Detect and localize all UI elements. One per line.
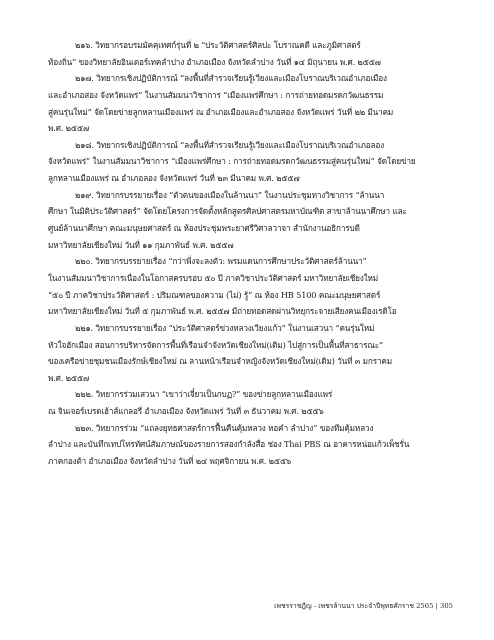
- list-item: [48, 187, 450, 254]
- entry-line: ของเครือข่ายชุมชนเมืองรักษ์เชียงใหม่ ณ ลานหน้าเรือนจำหญิงจังหวัดเชียงใหม่(เดิม) วันที่ ๓ มกราคม: [48, 356, 393, 367]
- list-item: [48, 320, 450, 387]
- entry-line: ในงานสัมมนาวิชาการเนื่องในโอกาสครบรอบ ๕๐ ปี ภาควิชาประวัติศาสตร์ มหาวิทยาลัยเชียงใหม่: [48, 272, 379, 283]
- entry-line: พ.ศ. ๒๕๕๗: [48, 372, 89, 383]
- entry-line: มหาวิทยาลัยเชียงใหม่ วันที่ ๕ กุมภาพันธ์ พ.ศ. ๒๕๕๗ มีถ่ายทอดสดผ่านวิทยุกระจายเสียงคนเมืองเรดิโอ: [48, 306, 397, 317]
- list-item: [48, 37, 450, 70]
- entry-list: [48, 37, 450, 470]
- entry-first-line: ๒๑๖. วิทยากรอบรมมัคคุเทศก์รุ่นที่ ๒ “ประวัติศาสตร์ศิลปะ โบราณคดี และภูมิศาสตร์: [75, 40, 361, 50]
- list-item: [48, 70, 450, 137]
- entry-first-line: ๒๒๑. วิทยากรบรรยายเรื่อง “ประวัติศาสตร์ข่วงหลวงเวียงแก้ว” ในงานเสวนา “คนรุ่นใหม่: [75, 322, 375, 333]
- entry-line: ลูกหลานเมืองแพร่ ณ อำเภอลอง จังหวัดแพร่ วันที่ ๒๓ มีนาคม พ.ศ. ๒๕๕๗: [48, 173, 300, 184]
- entry-line: พ.ศ. ๒๕๕๗: [48, 123, 89, 134]
- list-item: [48, 386, 450, 419]
- entry-line: ท้องถิ่น” ของวิทยาลัยอินเตอร์เทคลำปาง อำเภอเมือง จังหวัดลำปาง วันที่ ๑๔ มิถุนายน พ.ศ. ๒๕๕๗: [48, 56, 381, 67]
- page-footer: เพชรราชฎีญ - เพชรล้านนา ประจำปีพุทธศักราช 2565 | 305: [274, 602, 453, 610]
- entry-first-line: ๒๒๒. วิทยากรร่วมเสวนา “เขาว่าเจี๋ยวเป็นกบฏ?” ของข่ายลูกหลานเมืองแพร่: [75, 389, 333, 400]
- list-item: [48, 137, 450, 187]
- entry-first-line: ๒๒๐. วิทยากรบรรยายเรื่อง “กว่าพี่งจะลงตัว: พรมแดนการศึกษาประวัติศาสตร์ล้านนา”: [75, 256, 367, 267]
- entry-line: และอำเภอสอง จังหวัดแพร่” ในงานสัมมนาวิชาการ “เมืองแพร่ศึกษา : การถ่ายทอดมรดกวัฒนธรรม: [48, 89, 384, 100]
- entry-line: “๕๐ ปี ภาควิชาประวัติศาสตร์ : ปริมณฑลของความ (ไม่) รู้” ณ ห้อง HB 5100 คณะมนุษยศาสตร์: [48, 289, 381, 300]
- list-item: [48, 253, 450, 320]
- entry-line: หัวใจฮักเมือง สอนการบริหารจัดการพื้นที่เรือนจำจังหวัดเชียงใหม่(เดิม) ไปสู่การเป็นพื้นที่สาธารณะ”: [48, 339, 384, 350]
- entry-line: สู่คนรุ่นใหม่” จัดโดยข่ายลูกหลานเมืองแพร่ ณ อำเภอเมืองและอำเภอสอง จังหวัดแพร่ วันที่ ๒๒ มีนาคม: [48, 106, 394, 117]
- entry-line: ศูนย์ล้านนาศึกษา คณะมนุษยศาสตร์ ณ ห้องประชุมพระยาศรีวิศาลวาจา สำนักงานอธิการบดี: [48, 223, 360, 234]
- entry-line: จังหวัดแพร่” ในงานสัมมนาวิชาการ “เมืองแพร่ศึกษา : การถ่ายทอดมรดกวัฒนธรรมสู่คนรุ่นใหม่” จัดโดยข่าย: [48, 156, 416, 167]
- entry-first-line: ๒๒๓. วิทยากรร่วม “แถลงยุทธศาสตร์การฟื้นคืนคุ้มหลวง หอคำ ลำปาง” ของทีมคุ้มหลวง: [75, 422, 374, 433]
- entry-line: ภาคกองต้า อำเภอเมือง จังหวัดลำปาง วันที่ ๒๔ พฤศจิกายน พ.ศ. ๒๕๕๖: [48, 456, 292, 467]
- entry-line: มหาวิทยาลัยเชียงใหม่ วันที่ ๑๑ กุมภาพันธ์ พ.ศ. ๒๕๕๗: [48, 239, 234, 250]
- entry-line: ศึกษา ในมิติประวัติศาสตร์” จัดโดยโครงการจัดตั้งหลักสูตรศิลปศาสตรมหาบัณฑิต สาขาล้านนาศึกษา และ: [48, 206, 407, 217]
- entry-line: ลำปาง และบันทึกเทปโทรทัศน์สัมภาษณ์ของรายการสองกำลังสื่อ ช่อง Thai PBS ณ อาคารหน่อแก้วเพ็ชรั่น: [48, 439, 410, 450]
- entry-first-line: ๒๑๙. วิทยากรบรรยายเรื่อง “ตัวตนของเมืองในล้านนา” ในงานประชุมทางวิชาการ “ล้านนา: [75, 189, 385, 200]
- list-item: [48, 420, 450, 470]
- entry-first-line: ๒๑๗. วิทยากรเชิงปฏิบัติการณ์ “ลงพื้นที่สำรวจเรียนรู้เวียงและเมืองโบราณบริเวณอำเภอเมือง: [75, 73, 387, 84]
- entry-first-line: ๒๑๘. วิทยากรเชิงปฏิบัติการณ์ “ลงพื้นที่สำรวจเรียนรู้เวียงและเมืองโบราณบริเวณอำเภอลอง: [75, 139, 384, 150]
- entry-line: ณ จินเจอร์เบรดเฮ้าส์แกลอรี่ อำเภอเมือง จังหวัดแพร่ วันที่ ๓ ธันวาคม พ.ศ. ๒๕๕๖: [48, 406, 324, 417]
